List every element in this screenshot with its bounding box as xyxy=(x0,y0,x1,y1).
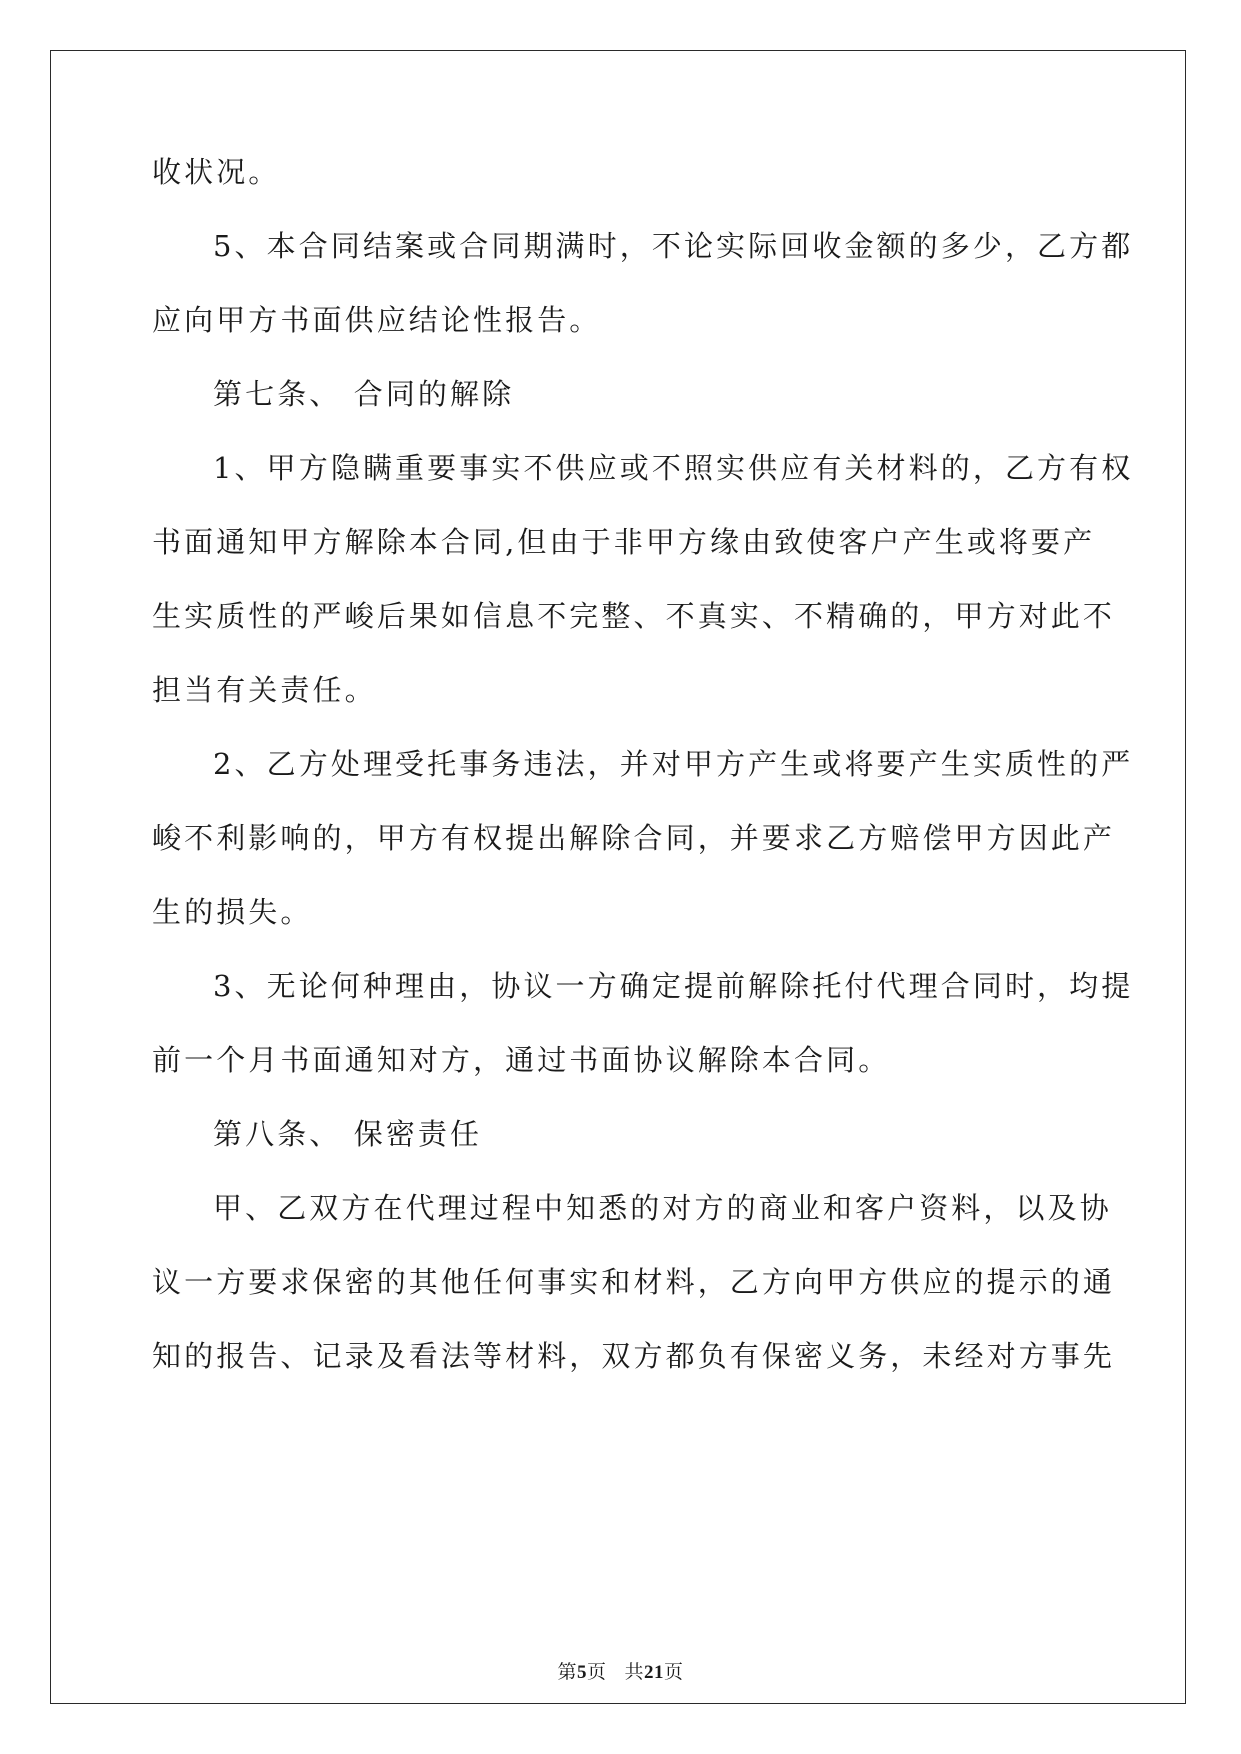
total-suffix: 页 xyxy=(664,1661,684,1683)
text-line: 议一方要求保密的其他任何事实和材料，乙方向甲方供应的提示的通 xyxy=(152,1265,1116,1299)
page-footer xyxy=(0,1660,1241,1685)
text-line: 书面通知甲方解除本合同,但由于非甲方缘由致使客户产生或将要产 xyxy=(152,525,1096,559)
page-prefix: 第 xyxy=(557,1661,577,1683)
text-line: 甲、乙双方在代理过程中知悉的对方的商业和客户资料，以及协 xyxy=(213,1191,1112,1225)
text-line: 峻不利影响的，甲方有权提出解除合同，并要求乙方赔偿甲方因此产 xyxy=(152,821,1116,855)
section-heading: 第八条、 保密责任 xyxy=(213,1117,483,1151)
text-line: 2、乙方处理受托事务违法，并对甲方产生或将要产生实质性的严 xyxy=(213,747,1134,781)
text-line: 生实质性的严峻后果如信息不完整、不真实、不精确的，甲方对此不 xyxy=(152,599,1116,633)
total-prefix: 共 xyxy=(624,1661,645,1683)
text-line: 生的损失。 xyxy=(152,895,313,929)
text-line: 应向甲方书面供应结论性报告。 xyxy=(152,303,602,337)
total-pages: 21 xyxy=(644,1662,665,1683)
page-border xyxy=(50,50,1186,1704)
section-heading: 第七条、 合同的解除 xyxy=(213,377,515,411)
page-number: 5 xyxy=(576,1662,587,1683)
text-line: 前一个月书面通知对方，通过书面协议解除本合同。 xyxy=(152,1043,891,1077)
text-line: 收状况。 xyxy=(152,155,281,189)
text-line: 3、无论何种理由，协议一方确定提前解除托付代理合同时，均提 xyxy=(213,969,1134,1003)
text-line: 5、本合同结案或合同期满时，不论实际回收金额的多少，乙方都 xyxy=(213,229,1134,263)
text-line: 担当有关责任。 xyxy=(152,673,377,707)
text-line: 1、甲方隐瞒重要事实不供应或不照实供应有关材料的，乙方有权 xyxy=(213,451,1134,485)
text-line: 知的报告、记录及看法等材料，双方都负有保密义务，未经对方事先 xyxy=(152,1339,1116,1373)
page-suffix: 页 xyxy=(586,1661,607,1683)
